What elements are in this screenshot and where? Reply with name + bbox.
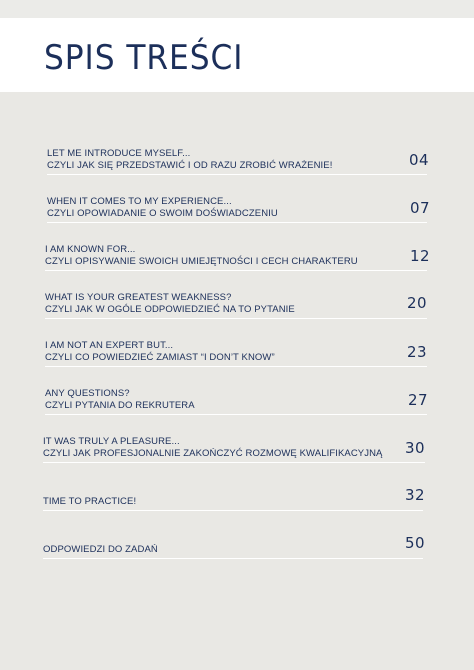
toc-entry-subtitle: CZYLI JAK W OGÓLE ODPOWIEDZIEĆ NA TO PYTANIE: [45, 304, 295, 315]
toc-entry-title: WHEN IT COMES TO MY EXPERIENCE...: [47, 196, 232, 207]
toc-entry-title: ANY QUESTIONS?: [45, 388, 130, 399]
toc-divider: [47, 174, 427, 175]
toc-entry-page: 27: [408, 391, 429, 409]
toc-entry-title: TIME TO PRACTICE!: [43, 496, 137, 507]
toc-entry-title: ODPOWIEDZI DO ZADAŃ: [43, 544, 158, 555]
toc-divider: [45, 366, 427, 367]
toc-entry-page: 50: [405, 534, 426, 552]
toc-entry-subtitle: CZYLI JAK PROFESJONALNIE ZAKOŃCZYĆ ROZMOWĘ KWALIFIKACYJNĄ: [43, 448, 383, 459]
toc-entry-page: 12: [410, 247, 431, 265]
toc-entry-title: I AM NOT AN EXPERT BUT...: [45, 340, 174, 351]
toc-divider: [43, 558, 423, 559]
toc-divider: [43, 462, 425, 463]
toc-divider: [45, 318, 427, 319]
toc-entry-page: 20: [407, 294, 428, 312]
toc-entry-title: IT WAS TRULY A PLEASURE...: [43, 436, 180, 447]
toc-entry-subtitle: CZYLI OPOWIADANIE O SWOIM DOŚWIADCZENIU: [47, 208, 278, 219]
toc-entry-title: LET ME INTRODUCE MYSELF...: [47, 148, 191, 159]
toc-entry-page: 32: [405, 486, 426, 504]
toc-entry-page: 04: [409, 151, 430, 169]
toc-entry-page: 23: [407, 343, 428, 361]
page-title: SPIS TREŚCI: [44, 38, 244, 78]
toc-entry-page: 30: [405, 439, 426, 457]
toc-entry-title: WHAT IS YOUR GREATEST WEAKNESS?: [45, 292, 232, 303]
toc-entry-subtitle: CZYLI OPISYWANIE SWOICH UMIEJĘTNOŚCI I CECH CHARAKTERU: [45, 256, 358, 267]
toc-entry-subtitle: CZYLI CO POWIEDZIEĆ ZAMIAST “I DON’T KNOW”: [45, 352, 275, 363]
toc-entry-title: I AM KNOWN FOR...: [45, 244, 136, 255]
toc-entry-subtitle: CZYLI PYTANIA DO REKRUTERA: [45, 400, 195, 411]
toc-divider: [45, 270, 427, 271]
toc-divider: [45, 414, 427, 415]
toc-divider: [43, 510, 423, 511]
toc-entry-page: 07: [410, 199, 431, 217]
toc-entry-subtitle: CZYLI JAK SIĘ PRZEDSTAWIĆ I OD RAZU ZROBIĆ WRAŻENIE!: [47, 160, 333, 171]
toc-divider: [47, 222, 427, 223]
